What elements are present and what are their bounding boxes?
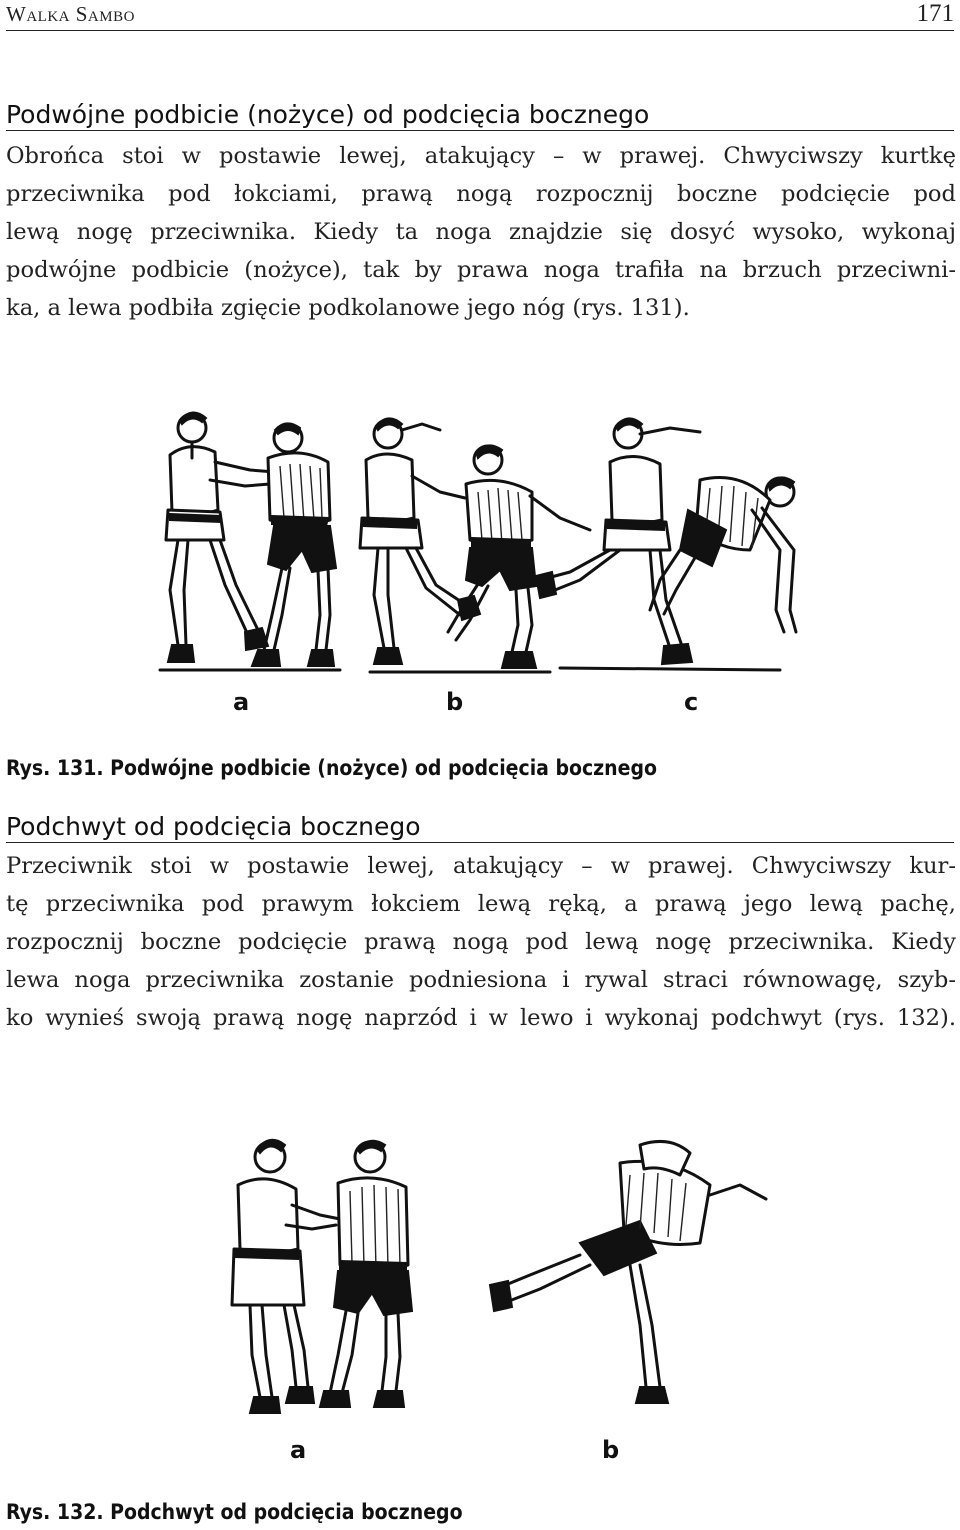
figure-132-label-b: b — [602, 1436, 620, 1464]
page-number: 171 — [916, 0, 954, 27]
body-line: Przeciwnik stoi w postawie lewej, atakujący – w prawej. Chwyciwszy kur- — [6, 853, 956, 879]
body-line: tę przeciwnika pod prawym łokciem lewą ręką, a prawą jego lewą pachę, — [6, 891, 956, 917]
figure-132-label-a: a — [290, 1436, 307, 1464]
figure-132-caption-text: Podchwyt od podcięcia bocznego — [110, 1500, 463, 1524]
figure-131-label-b: b — [446, 688, 464, 716]
fighter-pair-a — [166, 412, 336, 666]
section-title-nozyce: Podwójne podbicie (nożyce) od podcięcia bocznego — [6, 100, 954, 131]
section-body-nozyce — [6, 137, 956, 327]
figure-132-caption-number: Rys. 132. — [6, 1500, 104, 1524]
figure-132-illustration — [200, 1125, 800, 1425]
section-body-podchwyt — [6, 847, 956, 1037]
figure-131-caption-text: Podwójne podbicie (nożyce) od podcięcia bocznego — [110, 756, 657, 780]
running-header — [6, 0, 954, 31]
figure-132-caption — [6, 1500, 463, 1524]
fighter-pair-b — [490, 1141, 766, 1403]
body-line: podwójne podbicie (nożyce), tak by prawa noga trafiła na brzuch przeciwni- — [6, 257, 956, 283]
body-line: lewa noga przeciwnika zostanie podniesiona i rywal straci równowagę, szyb- — [6, 967, 956, 993]
fighter-pair-c — [536, 418, 796, 664]
figure-131-label-a: a — [233, 688, 250, 716]
fighter-pair-b — [360, 418, 590, 668]
figure-131-caption — [6, 756, 657, 780]
figure-131-label-c: c — [684, 688, 699, 716]
body-line: ko wynieś swoją prawą nogę naprzód i w lewo i wykonaj podchwyt (rys. 132). — [6, 1005, 956, 1031]
body-line: przeciwnika pod łokciami, prawą nogą rozpocznij boczne podcięcie pod — [6, 181, 956, 207]
body-line: ka, a lewa podbiła zgięcie podkolanowe jego nóg (rys. 131). — [6, 295, 690, 321]
body-line: lewą nogę przeciwnika. Kiedy ta noga znajdzie się dosyć wysoko, wykonaj — [6, 219, 956, 245]
running-title: Walka Sambo — [6, 2, 135, 26]
body-line: rozpocznij boczne podcięcie prawą nogą pod lewą nogę przeciwnika. Kiedy — [6, 929, 956, 955]
fighter-pair-a — [232, 1140, 412, 1413]
figure-131-drawing — [140, 400, 820, 685]
body-line: Obrońca stoi w postawie lewej, atakujący – w prawej. Chwyciwszy kurtkę — [6, 143, 956, 169]
figure-132-drawing — [200, 1125, 800, 1425]
figure-131-caption-number: Rys. 131. — [6, 756, 104, 780]
section-title-podchwyt: Podchwyt od podcięcia bocznego — [6, 812, 954, 843]
figure-131-illustration — [140, 400, 820, 685]
